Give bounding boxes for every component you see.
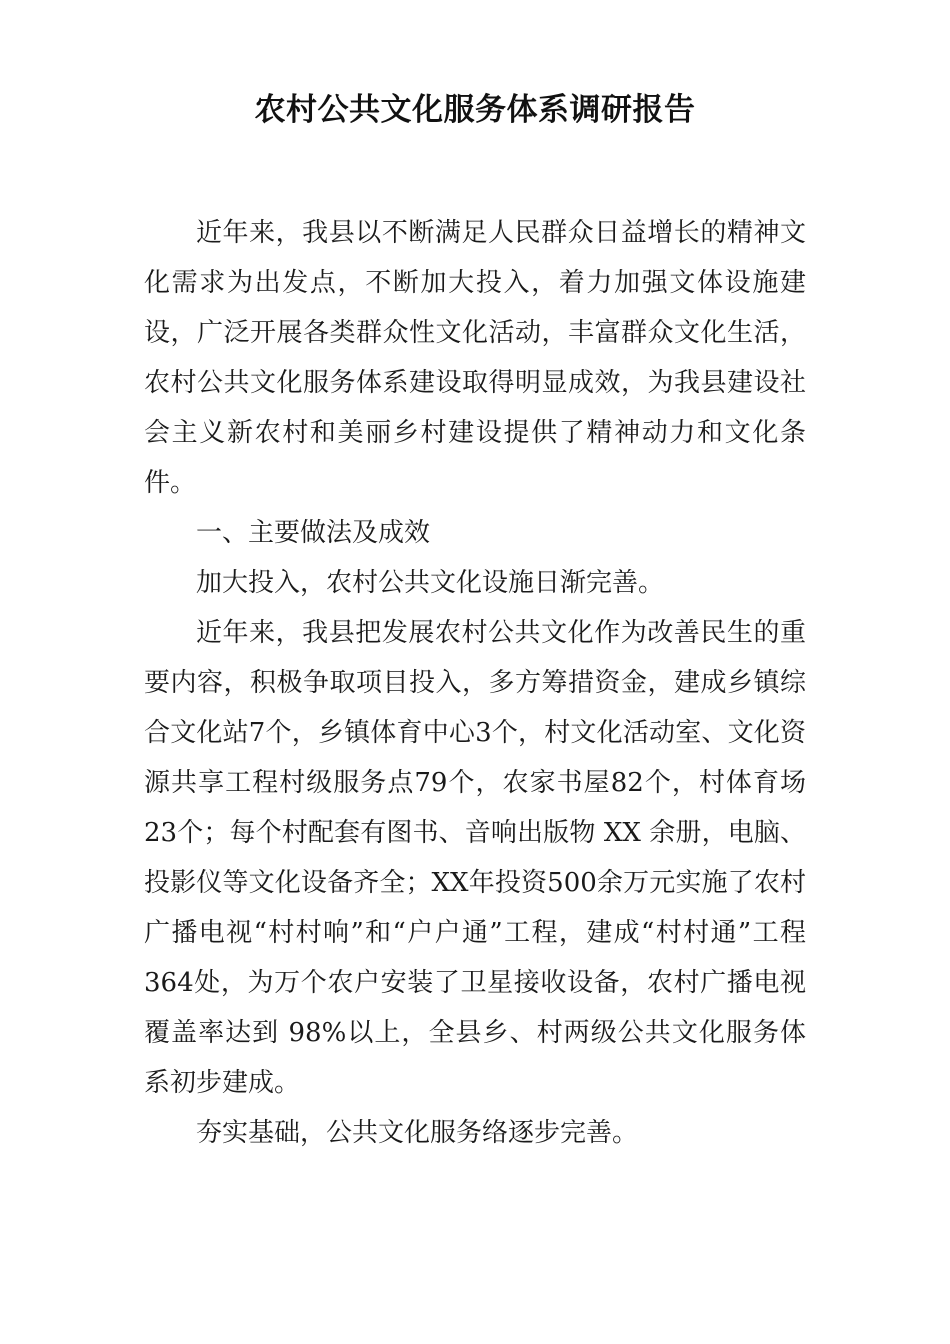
paragraph-intro: 近年来，我县以不断满足人民群众日益增长的精神文化需求为出发点，不断加大投入，着力加强文体设施建设，广泛开展各类群众性文化活动，丰富群众文化生活，农村公共文化服务体系建设取得明显成效，为我县建设社会主义新农村和美丽乡村建设提供了精神动力和文化条件。 [144, 218, 806, 498]
subheading-network: 夯实基础，公共文化服务络逐步完善。 [196, 1118, 639, 1148]
document-title: 农村公共文化服务体系调研报告 [254, 92, 696, 128]
document-body [144, 208, 806, 1158]
paragraph-facilities: 近年来，我县把发展农村公共文化作为改善民生的重要内容，积极争取项目投入，多方筹措资金，建成乡镇综合文化站7个，乡镇体育中心3个，村文化活动室、文化资源共享工程村级服务点79个，农家书屋82个，村体育场23个；每个村配套有图书、音响出版物 XX 余册，电脑、投影仪等文化设备齐全；XX年投资500余万元实施了农村广播电视“村村响”和“户户通”工程，建成“村村通”工程364处，为万个农户安装了卫星接收设备，农村广播电视覆盖率达到 98%以上，全县乡、村两级公共文化服务体系初步建成。 [144, 618, 806, 1098]
section-heading: 一、主要做法及成效 [196, 518, 431, 548]
subheading-facilities: 加大投入，农村公共文化设施日渐完善。 [196, 568, 665, 598]
